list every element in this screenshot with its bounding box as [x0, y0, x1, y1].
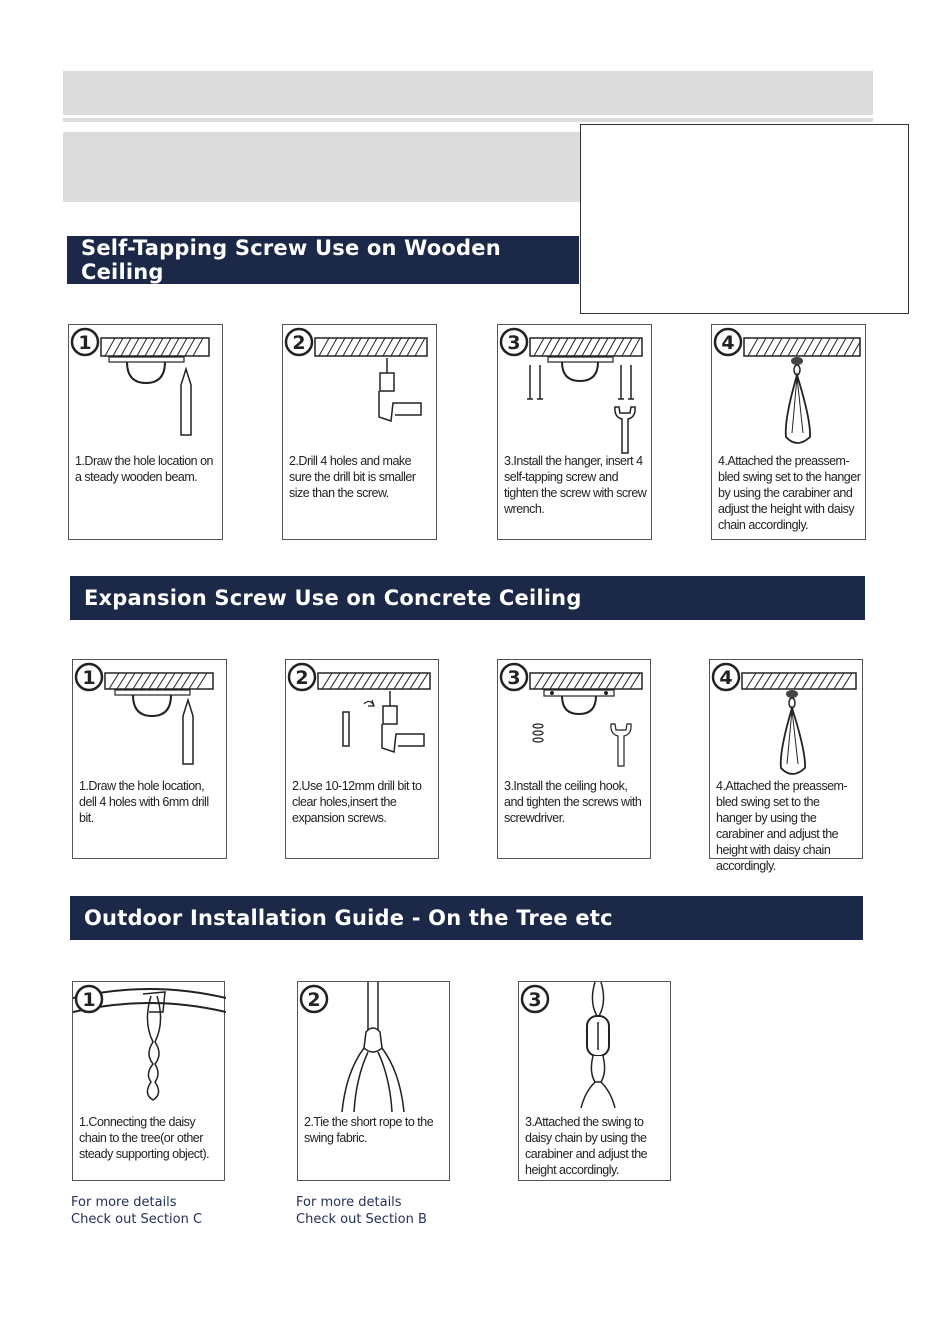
step-card	[72, 981, 225, 1181]
step-number: 3	[528, 989, 542, 1011]
swing-attached-illustration	[710, 660, 864, 780]
step-number: 2	[292, 332, 306, 354]
step-card	[285, 659, 439, 859]
blank-box	[580, 124, 909, 314]
section-title: Self-Tapping Screw Use on Wooden Ceiling	[81, 236, 501, 284]
step-text: 3.Attached the swing to daisy chain by using the carabiner and adjust the height accordingly.	[525, 1115, 648, 1177]
step-text: 4.Attached the preassem-bled swing set to the hanger by using the carabiner and adjust the height with daisy chain accordingly.	[716, 779, 848, 873]
step-text: 4.Attached the preassem-bled swing set to the hanger by using the carabiner and adjust the height with daisy chain accordingly.	[718, 454, 861, 532]
carabiner-attach-illustration	[519, 982, 672, 1112]
step-text: 1.Connecting the daisy chain to the tree(or other steady supporting object).	[79, 1115, 210, 1161]
tie-rope-illustration	[298, 982, 451, 1112]
section-title: Outdoor Installation Guide - On the Tree etc	[84, 906, 613, 930]
section-header-concrete	[70, 576, 865, 620]
note-line: Check out Section B	[296, 1212, 427, 1227]
step-number: 4	[721, 332, 735, 354]
step-number: 4	[719, 667, 733, 689]
step-card	[518, 981, 671, 1181]
step-text: 3.Install the ceiling hook, and tighten the screws with screwdriver.	[504, 779, 642, 825]
step-card	[711, 324, 866, 540]
install-hook-illustration	[498, 660, 652, 780]
draw-hole-illustration	[69, 325, 224, 460]
section-header-wooden	[67, 236, 579, 284]
step-text: 3.Install the hanger, insert 4 self-tapping screw and tighten the screw with screw wrench.	[504, 454, 647, 516]
step-text: 1.Draw the hole location, dell 4 holes with 6mm drill bit.	[79, 779, 209, 825]
drill-illustration	[283, 325, 438, 460]
step-card	[297, 981, 450, 1181]
install-hanger-illustration	[498, 325, 653, 460]
note-line: Check out Section C	[71, 1212, 203, 1227]
step-number: 2	[295, 667, 309, 689]
step-text: 2.Tie the short rope to the swing fabric.	[304, 1115, 434, 1145]
step-number: 1	[82, 989, 96, 1011]
section-title: Expansion Screw Use on Concrete Ceiling	[84, 586, 582, 610]
step-number: 2	[307, 989, 321, 1011]
note-line: For more details	[296, 1195, 402, 1210]
step-card	[497, 324, 652, 540]
step-card	[709, 659, 863, 873]
step-number: 3	[507, 667, 521, 689]
step-number: 1	[78, 332, 92, 354]
step-card	[72, 659, 227, 859]
swing-attached-illustration	[712, 325, 867, 460]
details-note-section-c	[71, 1194, 202, 1228]
draw-hole-illustration	[73, 660, 228, 780]
title-divider	[63, 118, 873, 122]
details-note-section-b	[296, 1194, 427, 1228]
section-header-outdoor	[70, 896, 863, 940]
step-number: 3	[507, 332, 521, 354]
step-card	[68, 324, 223, 540]
step-text: 1.Draw the hole location on a steady wooden beam.	[75, 454, 213, 484]
note-line: For more details	[71, 1195, 177, 1210]
step-text: 2.Drill 4 holes and make sure the drill bit is smaller size than the screw.	[289, 454, 416, 500]
top-title-bar	[63, 71, 873, 115]
step-card	[497, 659, 651, 859]
subtitle-bar	[63, 132, 581, 202]
step-card	[282, 324, 437, 540]
drill-expansion-illustration	[286, 660, 440, 780]
daisy-chain-tree-illustration	[73, 982, 226, 1112]
step-text: 2.Use 10-12mm drill bit to clear holes,insert the expansion screws.	[292, 779, 422, 825]
step-number: 1	[82, 667, 96, 689]
